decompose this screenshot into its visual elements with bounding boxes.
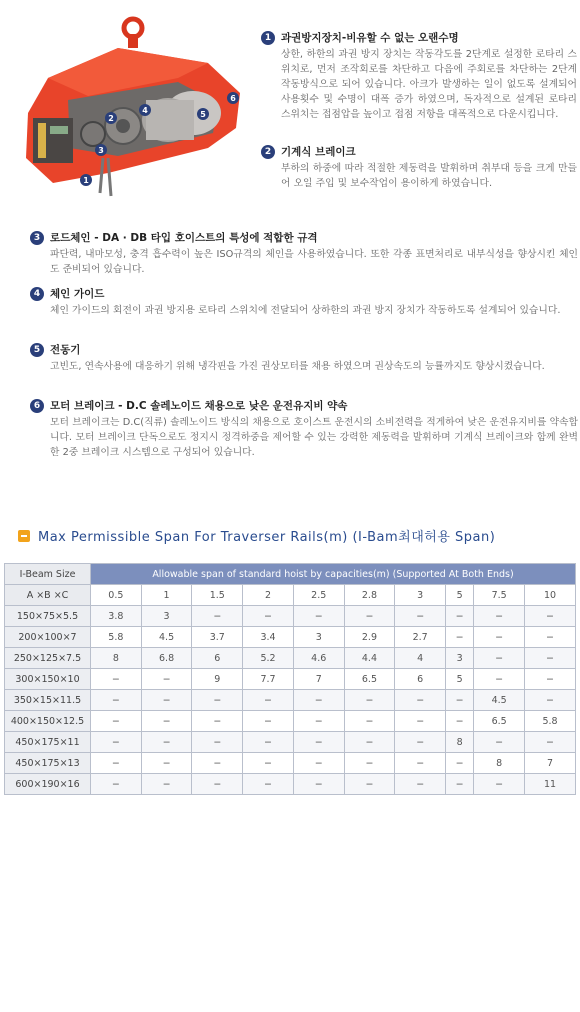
span-value-cell: −: [525, 627, 576, 648]
span-value-cell: −: [293, 753, 344, 774]
span-value-cell: −: [192, 690, 243, 711]
svg-text:4: 4: [142, 106, 148, 115]
span-value-cell: −: [293, 690, 344, 711]
header-ibeam-size: I-Beam Size: [5, 564, 91, 585]
span-value-cell: −: [474, 648, 525, 669]
feature-4: [30, 286, 578, 318]
span-value-cell: −: [344, 690, 395, 711]
span-value-cell: −: [243, 774, 294, 795]
table-row: [5, 774, 576, 795]
feature-1: [261, 30, 577, 122]
span-value-cell: 5.8: [91, 627, 142, 648]
span-section-title: Max Permissible Span For Traverser Rails(m) (I-Bam최대허용 Span): [38, 530, 496, 545]
span-value-cell: −: [192, 753, 243, 774]
span-value-cell: 6: [395, 669, 446, 690]
span-value-cell: −: [192, 774, 243, 795]
span-value-cell: −: [141, 753, 192, 774]
span-value-cell: −: [141, 690, 192, 711]
span-value-cell: −: [395, 774, 446, 795]
span-value-cell: 4: [395, 648, 446, 669]
capacity-header: 10: [525, 585, 576, 606]
feature-body: 파단력, 내마모성, 충격 흡수력이 높은 ISO규격의 체인을 사용하였습니다. 또한 각종 표면처리로 내부식성을 향상시킨 체인도 준비되어 있습니다.: [50, 249, 578, 275]
feature-title: 전동기: [50, 344, 81, 356]
span-value-cell: 3: [141, 606, 192, 627]
svg-text:1: 1: [83, 176, 89, 185]
span-value-cell: −: [446, 774, 474, 795]
span-value-cell: −: [525, 648, 576, 669]
span-value-cell: −: [91, 669, 142, 690]
svg-text:6: 6: [230, 94, 236, 103]
span-value-cell: −: [192, 732, 243, 753]
span-value-cell: 6.5: [474, 711, 525, 732]
span-value-cell: −: [474, 732, 525, 753]
span-value-cell: −: [395, 753, 446, 774]
span-value-cell: 3: [293, 627, 344, 648]
number-1-icon: 1: [261, 31, 275, 45]
span-section-header: [18, 526, 578, 545]
table-row: [5, 648, 576, 669]
span-value-cell: −: [446, 711, 474, 732]
span-value-cell: 5.2: [243, 648, 294, 669]
span-value-cell: −: [91, 732, 142, 753]
feature-title: 기계식 브레이크: [281, 146, 356, 158]
ibeam-size-cell: 450×175×11: [5, 732, 91, 753]
span-value-cell: −: [344, 606, 395, 627]
span-value-cell: −: [91, 753, 142, 774]
span-value-cell: 3.7: [192, 627, 243, 648]
span-value-cell: 4.5: [141, 627, 192, 648]
span-value-cell: −: [446, 690, 474, 711]
table-row: [5, 732, 576, 753]
span-value-cell: −: [525, 690, 576, 711]
span-value-cell: −: [293, 774, 344, 795]
header-dimensions: A ×B ×C: [5, 585, 91, 606]
span-value-cell: −: [91, 711, 142, 732]
feature-body: 모터 브레이크는 D.C(직류) 솔레노이드 방식의 채용으로 호이스트 운전시의 소비전력을 적게하여 낮은 운전유지비를 약속합니다. 모터 브레이크 단독으로도 정지시 정격하중을 제어할 수 있는 강력한 제동력을 발휘하며 기계식 브레이크와 함께 완벽한 2중 브레이크 시스템으로 구성되어 있습니다.: [50, 417, 578, 458]
span-value-cell: −: [293, 711, 344, 732]
capacity-header: 1: [141, 585, 192, 606]
span-value-cell: −: [141, 711, 192, 732]
span-value-cell: −: [395, 711, 446, 732]
span-value-cell: −: [395, 606, 446, 627]
table-row: [5, 669, 576, 690]
hoist-cutaway-illustration: [8, 8, 248, 203]
ibeam-size-cell: 400×150×12.5: [5, 711, 91, 732]
feature-title: 모터 브레이크 - D.C 솔레노이드 채용으로 낮은 운전유지비 약속: [50, 400, 348, 412]
span-value-cell: −: [344, 774, 395, 795]
feature-2: [261, 144, 577, 191]
span-value-cell: −: [293, 732, 344, 753]
span-value-cell: 7.7: [243, 669, 294, 690]
feature-body: 체인 가이드의 회전이 과권 방지용 로타리 스위치에 전달되어 상하한의 과권 방지 장치가 작동하도록 설계되어 있습니다.: [50, 305, 561, 316]
number-5-icon: 5: [30, 343, 44, 357]
span-value-cell: 6: [192, 648, 243, 669]
span-value-cell: −: [243, 732, 294, 753]
span-value-cell: 4.4: [344, 648, 395, 669]
span-value-cell: 4.5: [474, 690, 525, 711]
capacity-header: 1.5: [192, 585, 243, 606]
span-value-cell: 2.7: [395, 627, 446, 648]
capacity-header: 2: [243, 585, 294, 606]
feature-3: [30, 230, 578, 277]
capacity-header: 7.5: [474, 585, 525, 606]
span-value-cell: 2.9: [344, 627, 395, 648]
span-value-cell: −: [243, 690, 294, 711]
span-value-cell: −: [395, 690, 446, 711]
span-value-cell: 7: [525, 753, 576, 774]
span-value-cell: 3.8: [91, 606, 142, 627]
ibeam-size-cell: 600×190×16: [5, 774, 91, 795]
span-value-cell: 3.4: [243, 627, 294, 648]
span-value-cell: 4.6: [293, 648, 344, 669]
span-value-cell: −: [525, 669, 576, 690]
span-value-cell: −: [474, 774, 525, 795]
span-value-cell: 11: [525, 774, 576, 795]
span-value-cell: −: [141, 669, 192, 690]
span-value-cell: −: [293, 606, 344, 627]
feature-body: 부하의 하중에 따라 적절한 제동력을 발휘하며 취부대 등을 크게 만들어 오일 주입 및 보수작업이 용이하게 하였습니다.: [281, 163, 577, 189]
span-value-cell: −: [446, 606, 474, 627]
table-row: [5, 711, 576, 732]
span-value-cell: −: [525, 606, 576, 627]
span-value-cell: 9: [192, 669, 243, 690]
span-value-cell: 6.5: [344, 669, 395, 690]
ibeam-size-cell: 200×100×7: [5, 627, 91, 648]
span-value-cell: 8: [446, 732, 474, 753]
span-value-cell: 3: [446, 648, 474, 669]
span-value-cell: −: [192, 606, 243, 627]
span-value-cell: −: [91, 774, 142, 795]
svg-text:2: 2: [108, 114, 114, 123]
feature-5: [30, 342, 578, 374]
header-allowable-span: Allowable span of standard hoist by capacities(m) (Supported At Both Ends): [91, 564, 576, 585]
span-value-cell: −: [344, 711, 395, 732]
feature-title: 과권방지장치-비유할 수 없는 오랜수명: [281, 32, 459, 44]
span-value-cell: −: [474, 627, 525, 648]
span-value-cell: 8: [91, 648, 142, 669]
feature-title: 체인 가이드: [50, 288, 105, 300]
span-value-cell: −: [141, 774, 192, 795]
table-row: [5, 606, 576, 627]
span-value-cell: −: [474, 606, 525, 627]
number-2-icon: 2: [261, 145, 275, 159]
minus-bullet-icon: [18, 530, 30, 542]
span-value-cell: −: [192, 711, 243, 732]
capacity-header: 0.5: [91, 585, 142, 606]
span-value-cell: −: [243, 606, 294, 627]
number-3-icon: 3: [30, 231, 44, 245]
span-value-cell: 5: [446, 669, 474, 690]
span-value-cell: 8: [474, 753, 525, 774]
span-value-cell: −: [141, 732, 192, 753]
span-value-cell: −: [525, 732, 576, 753]
span-value-cell: 5.8: [525, 711, 576, 732]
span-value-cell: −: [395, 732, 446, 753]
table-row: [5, 753, 576, 774]
ibeam-size-cell: 450×175×13: [5, 753, 91, 774]
capacity-header: 3: [395, 585, 446, 606]
number-6-icon: 6: [30, 399, 44, 413]
span-table: [4, 563, 576, 795]
table-row: [5, 627, 576, 648]
feature-title: 로드체인 - DA · DB 타입 호이스트의 특성에 적합한 규격: [50, 232, 318, 244]
capacity-header: 2.5: [293, 585, 344, 606]
span-value-cell: −: [474, 669, 525, 690]
span-value-cell: −: [446, 753, 474, 774]
span-value-cell: 6.8: [141, 648, 192, 669]
ibeam-size-cell: 150×75×5.5: [5, 606, 91, 627]
capacity-header: 5: [446, 585, 474, 606]
span-value-cell: −: [243, 711, 294, 732]
svg-text:3: 3: [98, 146, 104, 155]
span-value-cell: −: [344, 732, 395, 753]
feature-body: 고빈도, 연속사용에 대응하기 위해 냉각핀을 가진 권상모터를 채용 하였으며 권상속도의 능률까지도 향상시켰습니다.: [50, 361, 545, 372]
feature-body: 상한, 하한의 과권 방지 장치는 작동각도를 2단계로 설정한 로타리 스위치로, 먼저 조작회로를 차단하고 다음에 주회로를 차단하는 2단계 작동방식으로 되어 있습니다. 아크가 발생하는 일이 없도록 설계되어 사용횟수 및 수명이 대폭 증가 하였으며, 독자적으로 설계된 로타리 스위치는 접점압을 높이고 접점 저항을 대폭적으로 다운시킵니다.: [281, 49, 577, 120]
span-value-cell: −: [446, 627, 474, 648]
svg-text:5: 5: [200, 110, 206, 119]
ibeam-size-cell: 300×150×10: [5, 669, 91, 690]
number-4-icon: 4: [30, 287, 44, 301]
feature-6: [30, 398, 578, 460]
ibeam-size-cell: 350×15×11.5: [5, 690, 91, 711]
span-value-cell: 7: [293, 669, 344, 690]
span-value-cell: −: [243, 753, 294, 774]
table-row: [5, 690, 576, 711]
ibeam-size-cell: 250×125×7.5: [5, 648, 91, 669]
span-value-cell: −: [344, 753, 395, 774]
capacity-header: 2.8: [344, 585, 395, 606]
span-value-cell: −: [91, 690, 142, 711]
